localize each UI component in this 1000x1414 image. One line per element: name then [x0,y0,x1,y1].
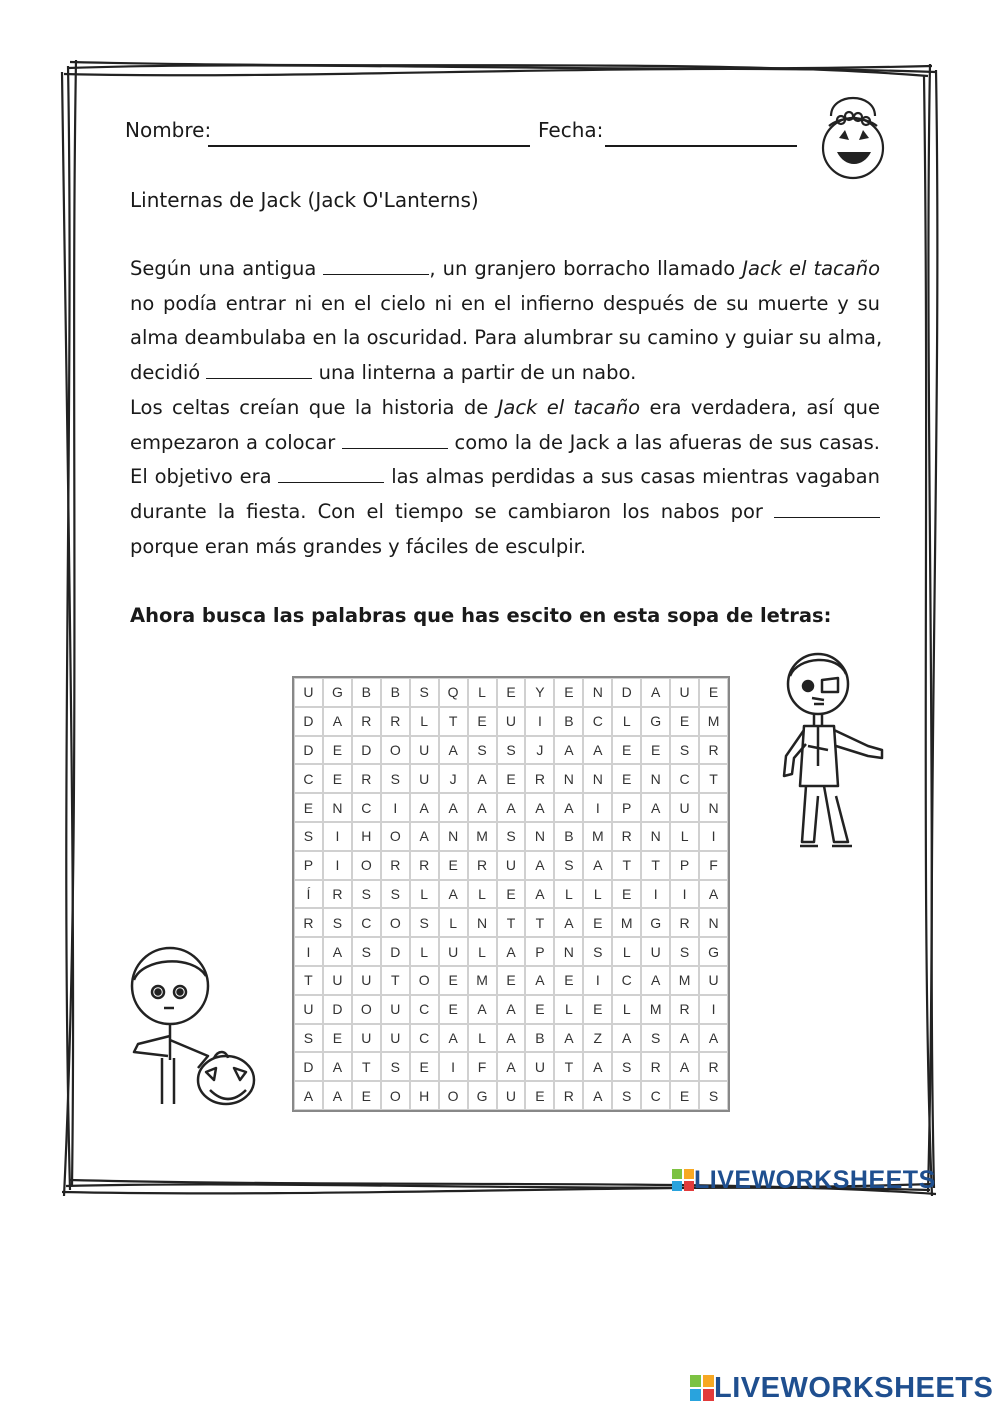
grid-cell[interactable]: L [410,937,439,966]
grid-cell[interactable]: N [323,793,352,822]
grid-cell[interactable]: E [497,966,526,995]
liveworksheets-logo-icon [690,1375,714,1403]
grid-cell[interactable]: A [439,880,468,909]
grid-cell[interactable]: D [381,937,410,966]
grid-cell[interactable]: F [699,851,728,880]
grid-cell[interactable]: A [583,1081,612,1110]
date-input-line[interactable] [605,145,797,147]
grid-cell[interactable]: L [670,822,699,851]
grid-cell[interactable]: A [583,736,612,765]
grid-cell[interactable]: T [525,908,554,937]
grid-cell[interactable]: U [670,678,699,707]
liveworksheets-watermark-footer: LIVEWORKSHEETS [690,1372,993,1405]
boy-carving-pumpkin-illustration [122,940,262,1110]
grid-cell[interactable]: A [410,822,439,851]
grid-cell[interactable]: L [583,880,612,909]
grid-cell[interactable]: S [294,1024,323,1053]
grid-cell[interactable]: A [525,793,554,822]
grid-cell[interactable]: S [497,736,526,765]
grid-cell[interactable]: M [641,995,670,1024]
grid-cell[interactable]: E [497,880,526,909]
grid-cell[interactable]: E [554,966,583,995]
grid-cell[interactable]: T [381,966,410,995]
grid-cell[interactable]: Í [294,880,323,909]
grid-cell[interactable]: L [612,937,641,966]
grid-cell[interactable]: R [352,707,381,736]
grid-cell[interactable]: U [497,707,526,736]
grid-cell[interactable]: N [583,678,612,707]
zombie-illustration [778,646,888,852]
grid-cell[interactable]: R [525,764,554,793]
grid-cell[interactable]: M [612,908,641,937]
grid-cell[interactable]: I [699,995,728,1024]
grid-cell[interactable]: U [670,793,699,822]
grid-cell[interactable]: A [554,793,583,822]
grid-cell[interactable]: L [410,880,439,909]
grid-cell[interactable]: M [699,707,728,736]
grid-cell[interactable]: E [352,1081,381,1110]
grid-cell[interactable]: T [641,851,670,880]
grid-cell[interactable]: S [497,822,526,851]
grid-cell[interactable]: U [439,937,468,966]
grid-cell[interactable]: R [641,1052,670,1081]
grid-cell[interactable]: A [670,1024,699,1053]
grid-cell[interactable]: A [554,908,583,937]
grid-cell[interactable]: E [670,707,699,736]
grid-cell[interactable]: R [612,822,641,851]
name-label: Nombre: [125,118,212,142]
grid-cell[interactable]: S [670,736,699,765]
grid-cell[interactable]: P [294,851,323,880]
grid-cell[interactable]: N [468,908,497,937]
grid-cell[interactable]: A [525,966,554,995]
grid-cell[interactable]: L [612,707,641,736]
grid-cell[interactable]: S [699,1081,728,1110]
blank-1[interactable] [323,260,429,275]
grid-cell[interactable]: D [612,678,641,707]
grid-cell[interactable]: S [323,908,352,937]
grid-cell[interactable]: I [323,851,352,880]
grid-cell[interactable]: E [612,764,641,793]
grid-cell[interactable]: O [381,908,410,937]
grid-cell[interactable]: A [439,736,468,765]
grid-cell[interactable]: G [641,908,670,937]
grid-cell[interactable]: E [583,995,612,1024]
grid-cell[interactable]: T [554,1052,583,1081]
grid-cell[interactable]: U [352,966,381,995]
grid-cell[interactable]: E [525,995,554,1024]
grid-cell[interactable]: P [525,937,554,966]
grid-cell[interactable]: A [612,1024,641,1053]
grid-cell[interactable]: L [554,880,583,909]
grid-cell[interactable]: I [439,1052,468,1081]
grid-cell[interactable]: E [323,764,352,793]
grid-cell[interactable]: I [381,793,410,822]
grid-cell[interactable]: N [554,937,583,966]
grid-cell[interactable]: S [468,736,497,765]
grid-cell[interactable]: E [323,1024,352,1053]
grid-cell[interactable]: O [352,995,381,1024]
grid-cell[interactable]: L [468,880,497,909]
grid-cell[interactable]: O [439,1081,468,1110]
grid-cell[interactable]: A [641,793,670,822]
grid-cell[interactable]: U [410,764,439,793]
grid-cell[interactable]: A [468,764,497,793]
grid-cell[interactable]: C [612,966,641,995]
grid-cell[interactable]: M [468,822,497,851]
grid-cell[interactable]: E [323,736,352,765]
grid-cell[interactable]: A [583,1052,612,1081]
grid-cell[interactable]: C [410,995,439,1024]
grid-cell[interactable]: O [352,851,381,880]
grid-cell[interactable]: A [641,678,670,707]
grid-cell[interactable]: G [323,678,352,707]
grid-cell[interactable]: U [323,966,352,995]
grid-cell[interactable]: E [439,995,468,1024]
grid-cell[interactable]: A [468,793,497,822]
grid-cell[interactable]: O [381,736,410,765]
grid-cell[interactable]: A [525,880,554,909]
grid-cell[interactable]: A [323,1052,352,1081]
grid-cell[interactable]: C [294,764,323,793]
story-paragraph: Según una antigua , un granjero borracho llamado Jack el tacaño no podía entrar ni en el cielo ni en el infierno después de su muerte y su alma deambulaba en la oscuridad. Para alumbrar su camino y guiar su alma, decidió una linterna a partir de un nabo. Los celtas creían que la historia de Jack el tacaño era verdadera, así que empezaron a colocar como la de Jack a las afueras de sus casas. El objetivo era las almas perdidas a sus casas mientras vagaban durante la fiesta. Con el tiempo se cambiaron los nabos por porque eran más grandes y fáciles de esculpir. [130,257,883,558]
date-label: Fecha: [538,118,604,142]
grid-cell[interactable]: A [497,937,526,966]
grid-cell[interactable]: H [352,822,381,851]
grid-cell[interactable]: G [468,1081,497,1110]
blank-4[interactable] [278,468,384,483]
grid-cell[interactable]: R [410,851,439,880]
grid-cell[interactable]: A [294,1081,323,1110]
grid-cell[interactable]: S [641,1024,670,1053]
grid-cell[interactable]: N [439,822,468,851]
grid-cell[interactable]: U [497,851,526,880]
grid-cell[interactable]: L [612,995,641,1024]
grid-cell[interactable]: N [554,764,583,793]
grid-cell[interactable]: I [699,822,728,851]
grid-cell[interactable]: A [497,1024,526,1053]
grid-cell[interactable]: T [497,908,526,937]
blank-3[interactable] [342,434,448,449]
grid-cell[interactable]: I [641,880,670,909]
grid-cell[interactable]: T [294,966,323,995]
grid-cell[interactable]: R [670,908,699,937]
grid-cell[interactable]: S [352,937,381,966]
grid-cell[interactable]: N [525,822,554,851]
grid-cell[interactable]: U [497,1081,526,1110]
grid-cell[interactable]: D [294,1052,323,1081]
grid-cell[interactable]: S [583,937,612,966]
grid-cell[interactable]: A [670,1052,699,1081]
grid-cell[interactable]: A [641,966,670,995]
grid-cell[interactable]: D [352,736,381,765]
grid-cell[interactable]: A [583,851,612,880]
grid-cell[interactable]: M [583,822,612,851]
grid-cell[interactable]: B [525,1024,554,1053]
grid-cell[interactable]: S [410,678,439,707]
grid-cell[interactable]: A [497,793,526,822]
grid-cell[interactable]: S [381,1052,410,1081]
grid-cell[interactable]: P [670,851,699,880]
grid-cell[interactable]: R [381,851,410,880]
grid-cell[interactable]: I [583,793,612,822]
grid-cell[interactable]: B [554,707,583,736]
grid-cell[interactable]: I [670,880,699,909]
grid-cell[interactable]: B [554,822,583,851]
grid-cell[interactable]: S [612,1081,641,1110]
grid-cell[interactable]: A [554,1024,583,1053]
grid-cell[interactable]: U [641,937,670,966]
grid-cell[interactable]: I [525,707,554,736]
grid-cell[interactable]: A [468,995,497,1024]
grid-cell[interactable]: N [583,764,612,793]
grid-cell[interactable]: E [439,966,468,995]
grid-cell[interactable]: Z [583,1024,612,1053]
grid-cell[interactable]: D [323,995,352,1024]
blank-2[interactable] [206,364,312,379]
grid-cell[interactable]: E [612,880,641,909]
grid-cell[interactable]: I [583,966,612,995]
grid-cell[interactable]: T [352,1052,381,1081]
grid-cell[interactable]: U [381,995,410,1024]
grid-cell[interactable]: R [699,736,728,765]
grid-cell[interactable]: E [497,764,526,793]
grid-cell[interactable]: R [381,707,410,736]
grid-cell[interactable]: S [612,1052,641,1081]
grid-cell[interactable]: E [612,736,641,765]
grid-cell[interactable]: D [294,707,323,736]
grid-cell[interactable]: A [410,793,439,822]
grid-cell[interactable]: E [670,1081,699,1110]
grid-cell[interactable]: P [612,793,641,822]
grid-cell[interactable]: E [294,793,323,822]
grid-cell[interactable]: R [323,880,352,909]
grid-cell[interactable]: E [554,678,583,707]
grid-cell[interactable]: U [352,1024,381,1053]
grid-cell[interactable]: A [699,880,728,909]
grid-cell[interactable]: N [641,822,670,851]
page-title: Linternas de Jack (Jack O'Lanterns) [130,188,479,212]
grid-cell[interactable]: N [699,793,728,822]
grid-cell[interactable]: A [554,736,583,765]
grid-cell[interactable]: I [323,822,352,851]
grid-cell[interactable]: R [670,995,699,1024]
grid-cell[interactable]: R [468,851,497,880]
grid-cell[interactable]: L [439,908,468,937]
grid-cell[interactable]: L [468,937,497,966]
grid-cell[interactable]: U [525,1052,554,1081]
grid-cell[interactable]: B [352,678,381,707]
grid-cell[interactable]: E [468,707,497,736]
grid-cell[interactable]: N [699,908,728,937]
grid-cell[interactable]: S [670,937,699,966]
grid-cell[interactable]: R [352,764,381,793]
grid-cell[interactable]: M [468,966,497,995]
grid-cell[interactable]: E [583,908,612,937]
word-search-grid[interactable] [292,676,730,1112]
grid-cell[interactable]: L [468,678,497,707]
grid-cell[interactable]: G [641,707,670,736]
grid-cell[interactable]: U [381,1024,410,1053]
grid-cell[interactable]: U [410,736,439,765]
grid-cell[interactable]: S [381,880,410,909]
grid-cell[interactable]: O [381,822,410,851]
grid-cell[interactable]: E [497,678,526,707]
jack-o-lantern-bucket-icon [815,86,891,182]
grid-cell[interactable]: O [381,1081,410,1110]
grid-cell[interactable]: U [294,995,323,1024]
grid-cell[interactable]: E [439,851,468,880]
grid-cell[interactable]: U [699,966,728,995]
grid-cell[interactable]: Q [439,678,468,707]
grid-cell[interactable]: L [410,707,439,736]
grid-cell[interactable]: A [439,793,468,822]
grid-cell[interactable]: A [323,937,352,966]
grid-cell[interactable]: R [554,1081,583,1110]
grid-cell[interactable]: O [410,966,439,995]
grid-cell[interactable]: U [294,678,323,707]
grid-cell[interactable]: A [699,1024,728,1053]
grid-cell[interactable]: J [439,764,468,793]
grid-cell[interactable]: T [699,764,728,793]
grid-cell[interactable]: G [699,937,728,966]
grid-cell[interactable]: T [439,707,468,736]
grid-cell[interactable]: A [323,1081,352,1110]
grid-cell[interactable]: F [468,1052,497,1081]
grid-cell[interactable]: C [641,1081,670,1110]
grid-cell[interactable]: I [294,937,323,966]
grid-cell[interactable]: A [497,995,526,1024]
grid-cell[interactable]: N [641,764,670,793]
grid-cell[interactable]: D [294,736,323,765]
grid-cell[interactable]: L [468,1024,497,1053]
liveworksheets-logo-icon [672,1169,694,1193]
grid-cell[interactable]: L [554,995,583,1024]
grid-cell[interactable]: C [670,764,699,793]
grid-cell[interactable]: S [294,822,323,851]
grid-cell[interactable]: E [641,736,670,765]
grid-cell[interactable]: C [352,908,381,937]
grid-cell[interactable]: H [410,1081,439,1110]
grid-cell[interactable]: C [583,707,612,736]
grid-cell[interactable]: M [670,966,699,995]
blank-5[interactable] [774,503,880,518]
grid-cell[interactable]: B [381,678,410,707]
grid-cell[interactable]: R [699,1052,728,1081]
grid-cell[interactable]: A [497,1052,526,1081]
grid-cell[interactable]: E [410,1052,439,1081]
grid-cell[interactable]: S [352,880,381,909]
grid-cell[interactable]: S [381,764,410,793]
name-input-line[interactable] [208,145,530,147]
grid-cell[interactable]: T [612,851,641,880]
grid-cell[interactable]: A [525,851,554,880]
grid-cell[interactable]: C [410,1024,439,1053]
grid-cell[interactable]: E [525,1081,554,1110]
grid-cell[interactable]: S [410,908,439,937]
liveworksheets-watermark-inner: LIVEWORKSHEETS [672,1166,936,1195]
grid-cell[interactable]: R [294,908,323,937]
grid-cell[interactable]: A [323,707,352,736]
grid-cell[interactable]: C [352,793,381,822]
grid-cell[interactable]: Y [525,678,554,707]
grid-cell[interactable]: E [699,678,728,707]
grid-cell[interactable]: A [439,1024,468,1053]
grid-cell[interactable]: J [525,736,554,765]
grid-cell[interactable]: S [554,851,583,880]
word-search-instruction: Ahora busca las palabras que has escito en esta sopa de letras: [130,604,832,627]
